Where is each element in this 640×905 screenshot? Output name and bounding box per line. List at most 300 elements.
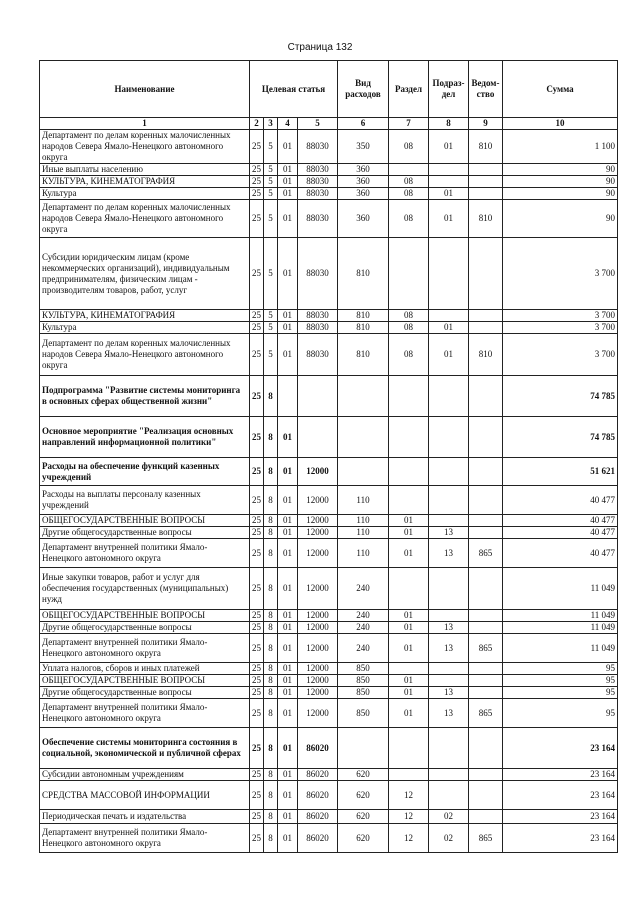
cell-expense-type: 360	[338, 200, 389, 238]
cell-name: Обеспечение системы мониторинга состояния в социальной, экономической и публичной сферах	[40, 728, 250, 769]
cell-subprogram-code: 8	[264, 417, 278, 458]
table-row	[40, 769, 618, 781]
cell-expense-type: 810	[338, 310, 389, 322]
column-number: 9	[469, 118, 503, 130]
table-body	[40, 130, 618, 853]
cell-expense-type: 360	[338, 164, 389, 176]
table-row	[40, 164, 618, 176]
cell-activity-code: 01	[278, 539, 298, 568]
cell-subprogram-code: 8	[264, 486, 278, 515]
cell-department	[469, 610, 503, 622]
cell-sum: 23 164	[503, 769, 618, 781]
cell-sum: 95	[503, 675, 618, 687]
cell-subsection	[429, 568, 469, 610]
cell-name: Департамент внутренней политики Ямало-Ненецкого автономного округа	[40, 824, 250, 853]
cell-activity-code: 01	[278, 663, 298, 675]
cell-expense-type: 110	[338, 515, 389, 527]
table-row	[40, 417, 618, 458]
cell-direction-code: 88030	[298, 164, 338, 176]
cell-section: 08	[389, 130, 429, 164]
cell-section: 01	[389, 539, 429, 568]
cell-name: Другие общегосударственные вопросы	[40, 622, 250, 634]
cell-subsection: 13	[429, 699, 469, 728]
cell-subprogram-code: 8	[264, 376, 278, 417]
cell-name: Расходы на обеспечение функций казенных учреждений	[40, 458, 250, 486]
cell-section	[389, 164, 429, 176]
cell-section: 01	[389, 687, 429, 699]
column-number: 3	[264, 118, 278, 130]
column-number: 1	[40, 118, 250, 130]
cell-department	[469, 527, 503, 539]
cell-department	[469, 515, 503, 527]
cell-subprogram-code: 5	[264, 310, 278, 322]
cell-expense-type: 240	[338, 610, 389, 622]
cell-section: 01	[389, 515, 429, 527]
cell-department	[469, 238, 503, 310]
cell-program-code: 25	[250, 322, 264, 334]
cell-expense-type: 360	[338, 188, 389, 200]
cell-program-code: 25	[250, 310, 264, 322]
cell-direction-code: 12000	[298, 486, 338, 515]
cell-sum: 3 700	[503, 322, 618, 334]
cell-program-code: 25	[250, 634, 264, 663]
cell-direction-code: 88030	[298, 238, 338, 310]
cell-subsection: 01	[429, 130, 469, 164]
cell-sum: 90	[503, 164, 618, 176]
cell-direction-code: 86020	[298, 769, 338, 781]
cell-expense-type: 810	[338, 238, 389, 310]
cell-sum: 40 477	[503, 539, 618, 568]
cell-sum: 74 785	[503, 417, 618, 458]
cell-program-code: 25	[250, 622, 264, 634]
cell-activity-code: 01	[278, 527, 298, 539]
cell-section	[389, 769, 429, 781]
cell-section	[389, 417, 429, 458]
cell-subprogram-code: 5	[264, 164, 278, 176]
cell-name: ОБЩЕГОСУДАРСТВЕННЫЕ ВОПРОСЫ	[40, 675, 250, 687]
cell-program-code: 25	[250, 663, 264, 675]
cell-direction-code: 12000	[298, 458, 338, 486]
cell-program-code: 25	[250, 687, 264, 699]
cell-expense-type: 350	[338, 130, 389, 164]
cell-direction-code: 88030	[298, 334, 338, 376]
cell-expense-type: 110	[338, 527, 389, 539]
cell-activity-code: 01	[278, 188, 298, 200]
table-row	[40, 824, 618, 853]
cell-sum: 23 164	[503, 824, 618, 853]
cell-subprogram-code: 5	[264, 188, 278, 200]
cell-expense-type	[338, 376, 389, 417]
cell-subsection: 13	[429, 622, 469, 634]
cell-activity-code: 01	[278, 610, 298, 622]
cell-activity-code: 01	[278, 130, 298, 164]
cell-direction-code: 12000	[298, 610, 338, 622]
cell-subprogram-code: 5	[264, 238, 278, 310]
table-row	[40, 687, 618, 699]
cell-activity-code: 01	[278, 568, 298, 610]
cell-program-code: 25	[250, 164, 264, 176]
table-row	[40, 728, 618, 769]
cell-subprogram-code: 5	[264, 130, 278, 164]
table-row	[40, 622, 618, 634]
column-number: 6	[338, 118, 389, 130]
cell-department: 810	[469, 334, 503, 376]
cell-subprogram-code: 8	[264, 527, 278, 539]
cell-name: ОБЩЕГОСУДАРСТВЕННЫЕ ВОПРОСЫ	[40, 515, 250, 527]
table-row	[40, 810, 618, 824]
cell-sum: 95	[503, 663, 618, 675]
cell-expense-type	[338, 728, 389, 769]
cell-name: Департамент по делам коренных малочисленных народов Севера Ямало-Ненецкого автономного округа	[40, 200, 250, 238]
table-row	[40, 568, 618, 610]
cell-sum: 95	[503, 699, 618, 728]
table-row	[40, 176, 618, 188]
cell-department	[469, 164, 503, 176]
cell-name: КУЛЬТУРА, КИНЕМАТОГРАФИЯ	[40, 310, 250, 322]
cell-direction-code: 86020	[298, 728, 338, 769]
cell-section: 01	[389, 634, 429, 663]
cell-direction-code: 12000	[298, 539, 338, 568]
cell-activity-code: 01	[278, 200, 298, 238]
cell-subprogram-code: 8	[264, 728, 278, 769]
cell-activity-code: 01	[278, 699, 298, 728]
cell-department: 865	[469, 699, 503, 728]
cell-section	[389, 486, 429, 515]
cell-name: Периодическая печать и издательства	[40, 810, 250, 824]
table-row	[40, 188, 618, 200]
cell-subprogram-code: 8	[264, 769, 278, 781]
cell-program-code: 25	[250, 176, 264, 188]
cell-direction-code: 86020	[298, 810, 338, 824]
cell-program-code: 25	[250, 568, 264, 610]
cell-subprogram-code: 8	[264, 663, 278, 675]
cell-program-code: 25	[250, 200, 264, 238]
cell-subsection: 01	[429, 322, 469, 334]
cell-name: Культура	[40, 322, 250, 334]
cell-direction-code: 12000	[298, 622, 338, 634]
cell-sum: 74 785	[503, 376, 618, 417]
cell-program-code: 25	[250, 539, 264, 568]
cell-sum: 23 164	[503, 810, 618, 824]
cell-section	[389, 238, 429, 310]
column-number: 5	[298, 118, 338, 130]
cell-department	[469, 176, 503, 188]
cell-name: Департамент внутренней политики Ямало-Ненецкого автономного округа	[40, 634, 250, 663]
page-number-label: Страница 132	[287, 42, 353, 53]
cell-sum: 40 477	[503, 527, 618, 539]
header-department: Ведом-ство	[469, 61, 503, 118]
column-number: 8	[429, 118, 469, 130]
cell-name: Департамент внутренней политики Ямало-Ненецкого автономного округа	[40, 539, 250, 568]
cell-direction-code: 12000	[298, 687, 338, 699]
cell-subprogram-code: 8	[264, 610, 278, 622]
cell-activity-code: 01	[278, 781, 298, 810]
cell-expense-type	[338, 458, 389, 486]
cell-program-code: 25	[250, 769, 264, 781]
cell-activity-code: 01	[278, 769, 298, 781]
cell-expense-type: 810	[338, 334, 389, 376]
cell-subsection	[429, 675, 469, 687]
cell-subprogram-code: 8	[264, 458, 278, 486]
cell-expense-type: 240	[338, 622, 389, 634]
column-number: 7	[389, 118, 429, 130]
cell-direction-code: 12000	[298, 663, 338, 675]
cell-sum: 90	[503, 188, 618, 200]
table-row	[40, 610, 618, 622]
cell-section: 08	[389, 322, 429, 334]
cell-expense-type: 850	[338, 675, 389, 687]
table-row	[40, 663, 618, 675]
cell-name: СРЕДСТВА МАССОВОЙ ИНФОРМАЦИИ	[40, 781, 250, 810]
cell-direction-code: 88030	[298, 176, 338, 188]
cell-subprogram-code: 8	[264, 781, 278, 810]
cell-section: 01	[389, 699, 429, 728]
cell-sum: 90	[503, 176, 618, 188]
cell-sum: 11 049	[503, 622, 618, 634]
cell-direction-code: 12000	[298, 699, 338, 728]
cell-name: Иные выплаты населению	[40, 164, 250, 176]
cell-subprogram-code: 5	[264, 322, 278, 334]
cell-expense-type: 360	[338, 176, 389, 188]
cell-program-code: 25	[250, 728, 264, 769]
cell-direction-code: 88030	[298, 310, 338, 322]
cell-sum: 11 049	[503, 610, 618, 622]
cell-direction-code: 12000	[298, 527, 338, 539]
cell-department	[469, 486, 503, 515]
cell-direction-code: 88030	[298, 200, 338, 238]
cell-activity-code: 01	[278, 824, 298, 853]
cell-subprogram-code: 8	[264, 568, 278, 610]
cell-activity-code: 01	[278, 417, 298, 458]
cell-program-code: 25	[250, 376, 264, 417]
cell-name: Иные закупки товаров, работ и услуг для обеспечения государственных (муниципальных) нужд	[40, 568, 250, 610]
cell-subsection	[429, 486, 469, 515]
cell-section: 01	[389, 675, 429, 687]
cell-section: 12	[389, 824, 429, 853]
cell-activity-code: 01	[278, 458, 298, 486]
table-row	[40, 486, 618, 515]
cell-direction-code: 12000	[298, 634, 338, 663]
cell-subprogram-code: 8	[264, 824, 278, 853]
cell-expense-type: 850	[338, 687, 389, 699]
cell-department: 810	[469, 130, 503, 164]
cell-department	[469, 376, 503, 417]
header-target-article: Целевая статья	[250, 61, 338, 118]
cell-program-code: 25	[250, 515, 264, 527]
cell-section: 12	[389, 810, 429, 824]
column-number: 10	[503, 118, 618, 130]
cell-subsection: 02	[429, 810, 469, 824]
cell-activity-code: 01	[278, 334, 298, 376]
cell-name: Основное мероприятие "Реализация основных направлений информационной политики"	[40, 417, 250, 458]
cell-name: Уплата налогов, сборов и иных платежей	[40, 663, 250, 675]
cell-section	[389, 458, 429, 486]
table-row	[40, 675, 618, 687]
cell-subprogram-code: 8	[264, 699, 278, 728]
cell-subprogram-code: 5	[264, 176, 278, 188]
cell-program-code: 25	[250, 824, 264, 853]
header-row	[40, 61, 618, 118]
column-number: 2	[250, 118, 264, 130]
cell-name: Другие общегосударственные вопросы	[40, 687, 250, 699]
cell-subsection	[429, 515, 469, 527]
cell-activity-code: 01	[278, 622, 298, 634]
cell-name: Департамент по делам коренных малочисленных народов Севера Ямало-Ненецкого автономного округа	[40, 334, 250, 376]
cell-name: Субсидии юридическим лицам (кроме некоммерческих организаций), индивидуальным предпринимателям, физическим лицам - производителям товаров, работ, услуг	[40, 238, 250, 310]
cell-activity-code: 01	[278, 687, 298, 699]
cell-subsection: 01	[429, 200, 469, 238]
cell-department	[469, 188, 503, 200]
table-row	[40, 130, 618, 164]
cell-subsection	[429, 164, 469, 176]
header-name: Наименование	[40, 61, 250, 118]
cell-department	[469, 781, 503, 810]
cell-activity-code: 01	[278, 164, 298, 176]
cell-expense-type: 620	[338, 781, 389, 810]
cell-activity-code: 01	[278, 515, 298, 527]
cell-expense-type: 620	[338, 824, 389, 853]
cell-department	[469, 728, 503, 769]
cell-expense-type: 810	[338, 322, 389, 334]
cell-program-code: 25	[250, 334, 264, 376]
cell-subsection	[429, 610, 469, 622]
cell-subsection	[429, 417, 469, 458]
cell-subprogram-code: 8	[264, 687, 278, 699]
cell-department	[469, 568, 503, 610]
table-row	[40, 458, 618, 486]
cell-program-code: 25	[250, 486, 264, 515]
cell-direction-code	[298, 417, 338, 458]
table-row	[40, 515, 618, 527]
cell-activity-code: 01	[278, 675, 298, 687]
cell-program-code: 25	[250, 188, 264, 200]
cell-subsection	[429, 781, 469, 810]
cell-direction-code: 12000	[298, 568, 338, 610]
cell-direction-code: 12000	[298, 675, 338, 687]
cell-subsection	[429, 728, 469, 769]
cell-activity-code: 01	[278, 238, 298, 310]
cell-section	[389, 728, 429, 769]
cell-name: Культура	[40, 188, 250, 200]
cell-department	[469, 417, 503, 458]
cell-sum: 90	[503, 200, 618, 238]
cell-expense-type: 620	[338, 769, 389, 781]
cell-department: 865	[469, 634, 503, 663]
cell-expense-type: 110	[338, 539, 389, 568]
cell-expense-type: 620	[338, 810, 389, 824]
cell-department	[469, 675, 503, 687]
cell-sum: 95	[503, 687, 618, 699]
table-row	[40, 322, 618, 334]
cell-direction-code: 88030	[298, 322, 338, 334]
cell-name: Департамент по делам коренных малочисленных народов Севера Ямало-Ненецкого автономного округа	[40, 130, 250, 164]
cell-activity-code: 01	[278, 176, 298, 188]
cell-direction-code: 88030	[298, 188, 338, 200]
cell-expense-type: 850	[338, 663, 389, 675]
cell-department: 865	[469, 824, 503, 853]
cell-sum: 11 049	[503, 634, 618, 663]
table-row	[40, 539, 618, 568]
cell-subprogram-code: 8	[264, 634, 278, 663]
cell-name: Другие общегосударственные вопросы	[40, 527, 250, 539]
cell-subsection: 13	[429, 687, 469, 699]
cell-section	[389, 376, 429, 417]
cell-subsection	[429, 769, 469, 781]
cell-program-code: 25	[250, 810, 264, 824]
cell-direction-code: 86020	[298, 824, 338, 853]
column-number-row	[40, 118, 618, 130]
cell-subsection	[429, 663, 469, 675]
cell-direction-code: 12000	[298, 515, 338, 527]
cell-program-code: 25	[250, 781, 264, 810]
header-sum: Сумма	[503, 61, 618, 118]
cell-subprogram-code: 5	[264, 200, 278, 238]
cell-section: 01	[389, 622, 429, 634]
budget-table	[39, 60, 618, 853]
cell-activity-code: 01	[278, 810, 298, 824]
cell-activity-code: 01	[278, 728, 298, 769]
cell-expense-type: 240	[338, 634, 389, 663]
cell-subsection	[429, 176, 469, 188]
header-subsection: Подраз-дел	[429, 61, 469, 118]
cell-subsection: 01	[429, 188, 469, 200]
cell-program-code: 25	[250, 699, 264, 728]
table-row	[40, 334, 618, 376]
cell-expense-type: 110	[338, 486, 389, 515]
cell-sum: 51 621	[503, 458, 618, 486]
cell-program-code: 25	[250, 417, 264, 458]
cell-name: КУЛЬТУРА, КИНЕМАТОГРАФИЯ	[40, 176, 250, 188]
cell-section: 01	[389, 610, 429, 622]
cell-section: 12	[389, 781, 429, 810]
cell-section: 08	[389, 200, 429, 238]
cell-subsection	[429, 310, 469, 322]
cell-direction-code	[298, 376, 338, 417]
cell-department: 865	[469, 539, 503, 568]
table-row	[40, 238, 618, 310]
cell-department	[469, 810, 503, 824]
cell-activity-code	[278, 376, 298, 417]
cell-subprogram-code: 5	[264, 334, 278, 376]
cell-name: Субсидии автономным учреждениям	[40, 769, 250, 781]
cell-sum: 11 049	[503, 568, 618, 610]
cell-sum: 23 164	[503, 728, 618, 769]
cell-subsection: 01	[429, 334, 469, 376]
cell-sum: 3 700	[503, 238, 618, 310]
cell-sum: 40 477	[503, 515, 618, 527]
cell-section	[389, 568, 429, 610]
cell-department	[469, 310, 503, 322]
cell-name: Департамент внутренней политики Ямало-Ненецкого автономного округа	[40, 699, 250, 728]
cell-direction-code: 88030	[298, 130, 338, 164]
cell-expense-type: 240	[338, 568, 389, 610]
cell-name: ОБЩЕГОСУДАРСТВЕННЫЕ ВОПРОСЫ	[40, 610, 250, 622]
cell-expense-type: 850	[338, 699, 389, 728]
cell-sum: 23 164	[503, 781, 618, 810]
cell-program-code: 25	[250, 130, 264, 164]
cell-program-code: 25	[250, 527, 264, 539]
cell-name: Расходы на выплаты персоналу казенных учреждений	[40, 486, 250, 515]
cell-section: 08	[389, 334, 429, 376]
cell-department	[469, 322, 503, 334]
cell-department	[469, 687, 503, 699]
cell-department: 810	[469, 200, 503, 238]
cell-program-code: 25	[250, 458, 264, 486]
cell-program-code: 25	[250, 675, 264, 687]
table-row	[40, 527, 618, 539]
cell-subprogram-code: 8	[264, 622, 278, 634]
cell-subsection: 13	[429, 634, 469, 663]
